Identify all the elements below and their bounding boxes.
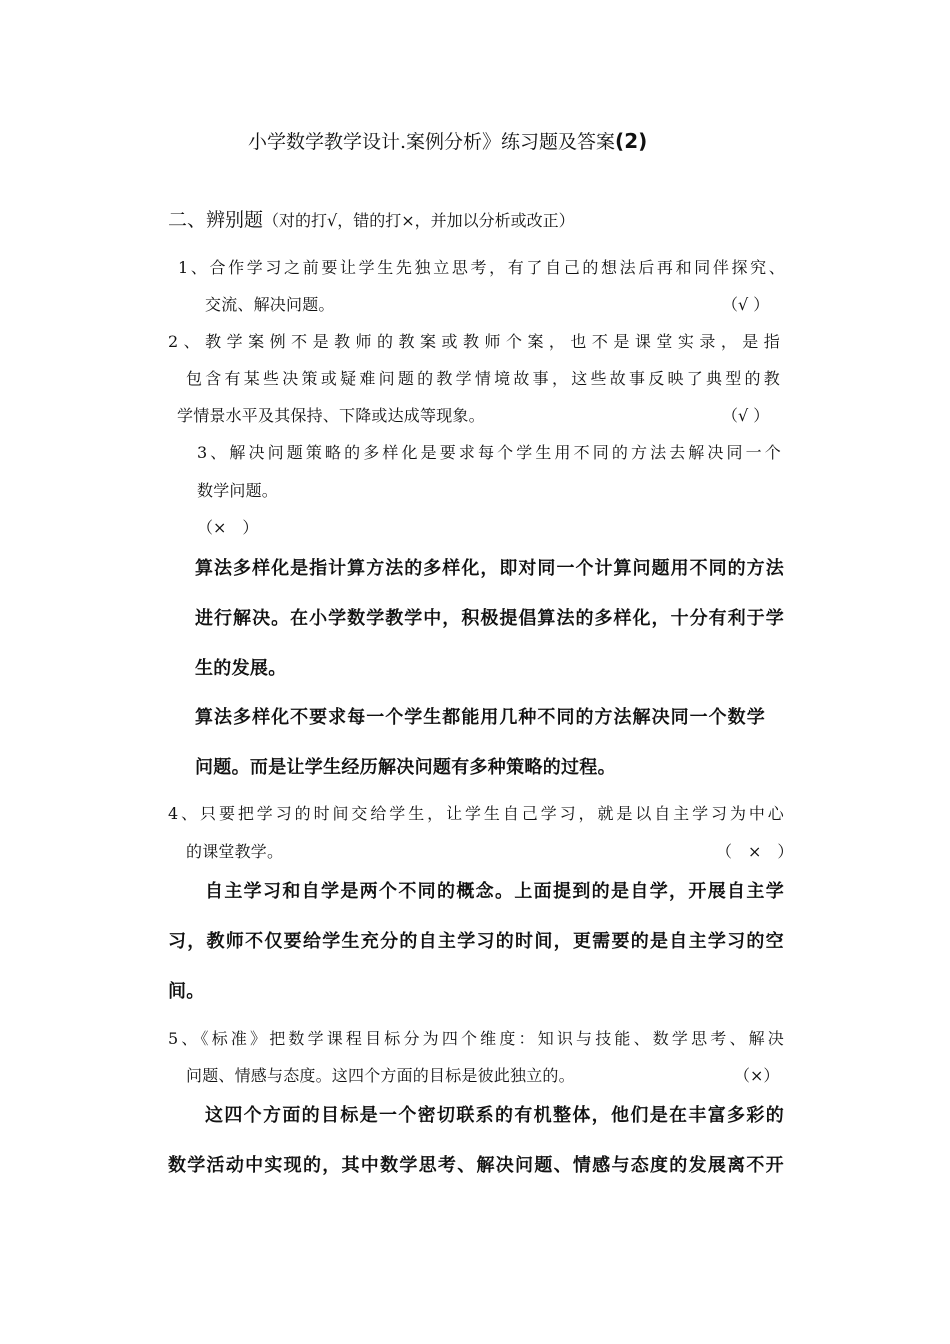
q3-line-1: 3、解决问题策略的多样化是要求每个学生用不同的方法去解决同一个 [197, 443, 781, 462]
q5-line-2: 问题、情感与态度。这四个方面的目标是彼此独立的。 [186, 1066, 575, 1085]
q4-answer-line-3: 间。 [168, 981, 205, 1002]
q1-mark: （√ ） [722, 295, 770, 314]
q1-line-2: 交流、解决问题。 [205, 295, 335, 314]
q3-answer-line-1: 算法多样化是指计算方法的多样化，即对同一个计算问题用不同的方法 [195, 558, 784, 579]
q5-line-1: 5、《标准》把数学课程目标分为四个维度：知识与技能、数学思考、解决 [168, 1029, 784, 1048]
q2-line-1: 2、教学案例不是教师的教案或教师个案，也不是课堂实录，是指 [168, 332, 780, 351]
q4-line-2: 的课堂教学。 [186, 842, 284, 861]
q5-answer-line-2: 数学活动中实现的，其中数学思考、解决问题、情感与态度的发展离不开 [168, 1155, 784, 1176]
q2-line-2: 包含有某些决策或疑难问题的教学情境故事，这些故事反映了典型的教 [186, 369, 780, 388]
title-suffix: (2) [615, 129, 648, 153]
q3-answer-line-4: 算法多样化不要求每一个学生都能用几种不同的方法解决同一个数学 [195, 707, 765, 728]
q5-mark: （×） [734, 1066, 780, 1085]
section-heading [168, 211, 575, 230]
q4-mark: （ × ） [716, 842, 794, 861]
q3-answer-line-2: 进行解决。在小学数学教学中，积极提倡算法的多样化，十分有利于学 [195, 608, 784, 629]
section-note: （对的打√，错的打×，并加以分析或改正） [263, 211, 575, 230]
q2-line-3: 学情景水平及其保持、下降或达成等现象。 [177, 406, 485, 425]
q3-answer-line-3: 生的发展。 [195, 658, 287, 679]
document-title [248, 131, 647, 152]
q2-mark: （√ ） [722, 406, 770, 425]
q4-answer-line-1: 自主学习和自学是两个不同的概念。上面提到的是自学，开展自主学 [205, 881, 784, 902]
q3-answer-line-5: 问题。而是让学生经历解决问题有多种策略的过程。 [195, 757, 616, 778]
title-main: 小学数学教学设计.案例分析》练习题及答案 [248, 131, 616, 153]
section-label: 二、辨别题 [168, 209, 264, 231]
q3-line-2: 数学问题。 [197, 481, 279, 500]
q3-mark: （× ） [197, 518, 259, 537]
q5-answer-line-1: 这四个方面的目标是一个密切联系的有机整体，他们是在丰富多彩的 [205, 1105, 784, 1126]
q1-line-1: 1、合作学习之前要让学生先独立思考，有了自己的想法后再和同伴探究、 [178, 258, 785, 277]
q4-line-1: 4、只要把学习的时间交给学生，让学生自己学习，就是以自主学习为中心 [168, 804, 784, 823]
q4-answer-line-2: 习，教师不仅要给学生充分的自主学习的时间，更需要的是自主学习的空 [168, 931, 784, 952]
